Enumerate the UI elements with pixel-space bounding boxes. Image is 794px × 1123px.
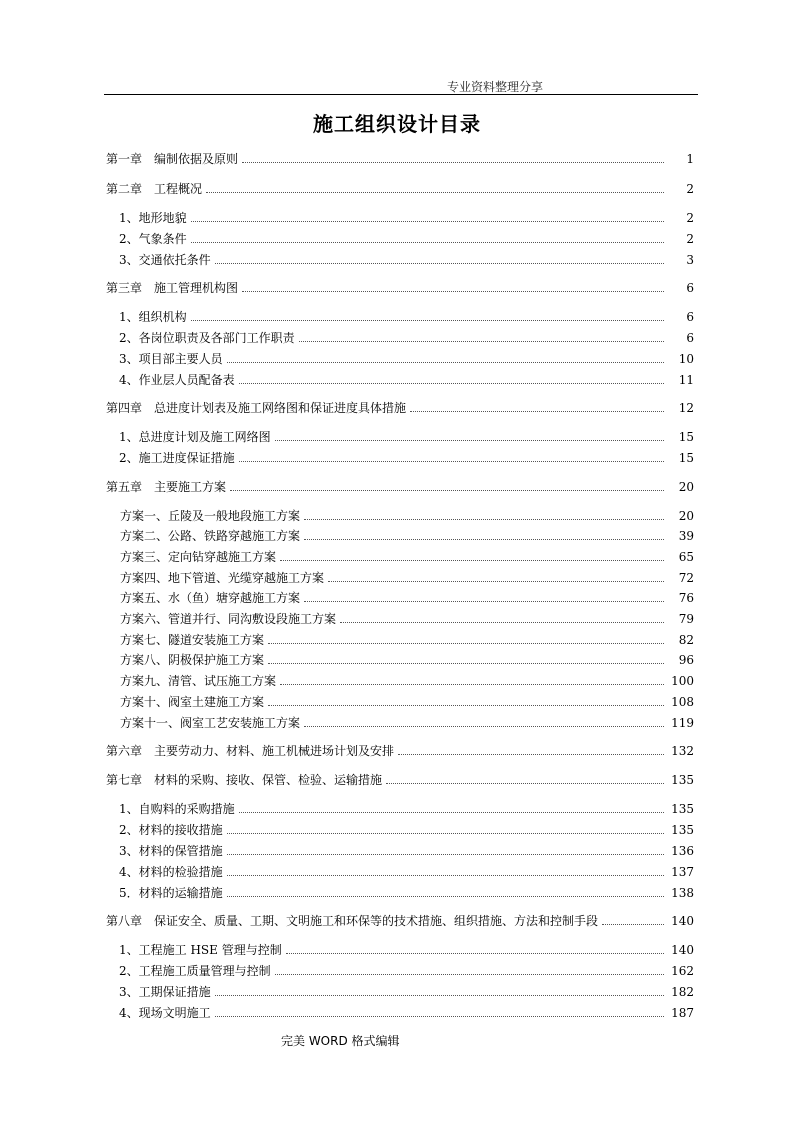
- toc-entry-label: 2、各岗位职责及各部门工作职责: [119, 331, 295, 345]
- toc-entry-sub[interactable]: [119, 329, 694, 345]
- toc-entry-page-number: 2: [686, 182, 694, 196]
- toc-leader-dots: [239, 812, 664, 813]
- toc-entry-chapter[interactable]: [106, 742, 694, 758]
- toc-entry-label: 第四章 总进度计划表及施工网络图和保证进度具体措施: [106, 401, 407, 415]
- toc-entry-page-number: 12: [678, 401, 694, 415]
- toc-leader-dots: [268, 643, 664, 644]
- toc-entry-page-number: 182: [671, 985, 694, 999]
- toc-entry-page-number: 6: [686, 281, 694, 295]
- toc-entry-page-number: 108: [671, 695, 694, 709]
- toc-entry-page-number: 135: [671, 773, 694, 787]
- toc-entry-page-number: 6: [686, 331, 694, 345]
- toc-entry-label: 1、总进度计划及施工网络图: [119, 430, 271, 444]
- toc-leader-dots: [191, 221, 664, 222]
- toc-entry-sub[interactable]: [119, 1004, 694, 1020]
- toc-entry-page-number: 136: [671, 844, 694, 858]
- toc-entry-label: 方案四、地下管道、光缆穿越施工方案: [120, 571, 325, 585]
- toc-leader-dots: [304, 519, 664, 520]
- toc-entry-scheme[interactable]: [120, 569, 694, 585]
- toc-entry-scheme[interactable]: [120, 527, 694, 543]
- toc-leader-dots: [215, 1016, 664, 1017]
- toc-leader-dots: [268, 705, 664, 706]
- toc-leader-dots: [206, 192, 664, 193]
- toc-entry-page-number: 79: [678, 612, 694, 626]
- toc-entry-page-number: 3: [686, 253, 694, 267]
- toc-entry-page-number: 140: [671, 943, 694, 957]
- toc-entry-scheme[interactable]: [120, 548, 694, 564]
- toc-leader-dots: [275, 974, 664, 975]
- toc-entry-sub[interactable]: [119, 230, 694, 246]
- toc-leader-dots: [340, 622, 664, 623]
- toc-entry-label: 1、地形地貌: [119, 211, 187, 225]
- toc-entry-label: 第三章 施工管理机构图: [106, 281, 239, 295]
- toc-entry-scheme[interactable]: [120, 693, 694, 709]
- toc-entry-sub[interactable]: [119, 842, 694, 858]
- toc-entry-page-number: 100: [671, 674, 694, 688]
- toc-entry-sub[interactable]: [119, 800, 694, 816]
- header-divider: [104, 94, 698, 95]
- toc-entry-page-number: 15: [678, 451, 694, 465]
- toc-entry-label: 第六章 主要劳动力、材料、施工机械进场计划及安排: [106, 744, 395, 758]
- toc-entry-label: 5．材料的运输措施: [119, 886, 223, 900]
- toc-leader-dots: [227, 896, 664, 897]
- toc-leader-dots: [227, 362, 664, 363]
- toc-leader-dots: [239, 383, 664, 384]
- toc-entry-sub[interactable]: [119, 863, 694, 879]
- toc-leader-dots: [386, 783, 664, 784]
- toc-entry-page-number: 82: [678, 633, 694, 647]
- toc-entry-label: 方案八、阴极保护施工方案: [120, 653, 265, 667]
- toc-entry-chapter[interactable]: [106, 150, 694, 166]
- toc-entry-scheme[interactable]: [120, 610, 694, 626]
- toc-entry-label: 方案二、公路、铁路穿越施工方案: [120, 529, 301, 543]
- toc-entry-page-number: 11: [678, 373, 694, 387]
- toc-leader-dots: [304, 726, 664, 727]
- toc-entry-chapter[interactable]: [106, 912, 694, 928]
- toc-entry-label: 3、材料的保管措施: [119, 844, 223, 858]
- toc-entry-page-number: 39: [678, 529, 694, 543]
- toc-leader-dots: [280, 684, 664, 685]
- toc-entry-page-number: 76: [678, 591, 694, 605]
- toc-entry-sub[interactable]: [119, 884, 694, 900]
- toc-entry-page-number: 2: [686, 211, 694, 225]
- toc-entry-label: 3、交通依托条件: [119, 253, 211, 267]
- toc-leader-dots: [299, 341, 664, 342]
- toc-entry-page-number: 119: [671, 716, 694, 730]
- toc-entry-label: 第五章 主要施工方案: [106, 480, 227, 494]
- toc-entry-page-number: 137: [671, 865, 694, 879]
- toc-entry-page-number: 187: [671, 1006, 694, 1020]
- toc-entry-label: 4、材料的检验措施: [119, 865, 223, 879]
- toc-leader-dots: [215, 995, 664, 996]
- toc-entry-label: 方案七、隧道安装施工方案: [120, 633, 265, 647]
- toc-entry-label: 第七章 材料的采购、接收、保管、检验、运输措施: [106, 773, 383, 787]
- toc-entry-scheme[interactable]: [120, 651, 694, 667]
- toc-leader-dots: [268, 663, 664, 664]
- toc-entry-label: 方案六、管道并行、同沟敷设段施工方案: [120, 612, 337, 626]
- toc-entry-scheme[interactable]: [120, 672, 694, 688]
- toc-entry-label: 2、气象条件: [119, 232, 187, 246]
- toc-entry-scheme[interactable]: [120, 507, 694, 523]
- toc-leader-dots: [286, 953, 664, 954]
- toc-entry-sub[interactable]: [119, 449, 694, 465]
- toc-entry-chapter[interactable]: [106, 279, 694, 295]
- toc-entry-page-number: 135: [671, 802, 694, 816]
- toc-leader-dots: [304, 601, 664, 602]
- toc-entry-label: 3、工期保证措施: [119, 985, 211, 999]
- toc-entry-sub[interactable]: [119, 209, 694, 225]
- toc-entry-chapter[interactable]: [106, 399, 694, 415]
- toc-leader-dots: [227, 833, 664, 834]
- toc-entry-page-number: 10: [678, 352, 694, 366]
- toc-leader-dots: [239, 461, 664, 462]
- toc-entry-chapter[interactable]: [106, 180, 694, 196]
- toc-leader-dots: [304, 539, 664, 540]
- toc-entry-page-number: 6: [686, 310, 694, 324]
- toc-entry-page-number: 2: [686, 232, 694, 246]
- toc-leader-dots: [215, 263, 664, 264]
- toc-leader-dots: [398, 754, 664, 755]
- toc-entry-sub[interactable]: [119, 962, 694, 978]
- toc-entry-page-number: 20: [678, 509, 694, 523]
- toc-entry-label: 方案十、阀室土建施工方案: [120, 695, 265, 709]
- toc-entry-label: 4、作业层人员配备表: [119, 373, 235, 387]
- toc-entry-sub[interactable]: [119, 983, 694, 999]
- toc-leader-dots: [227, 854, 664, 855]
- toc-entry-page-number: 138: [671, 886, 694, 900]
- toc-entry-label: 方案三、定向钻穿越施工方案: [120, 550, 277, 564]
- toc-entry-label: 2、材料的接收措施: [119, 823, 223, 837]
- toc-entry-sub[interactable]: [119, 821, 694, 837]
- toc-entry-sub[interactable]: [119, 350, 694, 366]
- toc-entry-page-number: 140: [671, 914, 694, 928]
- toc-entry-chapter[interactable]: [106, 771, 694, 787]
- toc-entry-scheme[interactable]: [120, 714, 694, 730]
- toc-entry-label: 2、工程施工质量管理与控制: [119, 964, 271, 978]
- toc-leader-dots: [280, 560, 664, 561]
- footer-text: 完美 WORD 格式编辑: [281, 1034, 400, 1048]
- toc-entry-sub[interactable]: [119, 428, 694, 444]
- toc-entry-page-number: 15: [678, 430, 694, 444]
- toc-entry-label: 第一章 编制依据及原则: [106, 152, 239, 166]
- toc-entry-sub[interactable]: [119, 308, 694, 324]
- toc-leader-dots: [602, 924, 664, 925]
- toc-entry-label: 2、施工进度保证措施: [119, 451, 235, 465]
- toc-entry-page-number: 96: [678, 653, 694, 667]
- toc-entry-scheme[interactable]: [120, 631, 694, 647]
- toc-leader-dots: [191, 242, 664, 243]
- toc-entry-page-number: 162: [671, 964, 694, 978]
- toc-entry-label: 3、项目部主要人员: [119, 352, 223, 366]
- toc-entry-label: 1、工程施工 HSE 管理与控制: [119, 943, 282, 957]
- toc-entry-label: 第八章 保证安全、质量、工期、文明施工和环保等的技术措施、组织措施、方法和控制手段: [106, 914, 599, 928]
- toc-entry-chapter[interactable]: [106, 478, 694, 494]
- toc-entry-label: 第二章 工程概况: [106, 182, 203, 196]
- toc-entry-page-number: 65: [678, 550, 694, 564]
- toc-leader-dots: [242, 291, 664, 292]
- toc-leader-dots: [230, 490, 664, 491]
- toc-entry-label: 方案十一、阀室工艺安装施工方案: [120, 716, 301, 730]
- toc-leader-dots: [227, 875, 664, 876]
- toc-leader-dots: [410, 411, 664, 412]
- toc-entry-label: 4、现场文明施工: [119, 1006, 211, 1020]
- toc-entry-label: 方案一、丘陵及一般地段施工方案: [120, 509, 301, 523]
- toc-leader-dots: [328, 581, 664, 582]
- toc-entry-page-number: 20: [678, 480, 694, 494]
- document-title: 施工组织设计目录: [313, 112, 481, 136]
- toc-entry-page-number: 132: [671, 744, 694, 758]
- toc-entry-sub[interactable]: [119, 251, 694, 267]
- toc-entry-label: 方案九、清管、试压施工方案: [120, 674, 277, 688]
- toc-entry-label: 1、自购料的采购措施: [119, 802, 235, 816]
- toc-entry-page-number: 135: [671, 823, 694, 837]
- toc-leader-dots: [191, 320, 664, 321]
- toc-entry-scheme[interactable]: [120, 589, 694, 605]
- toc-entry-sub[interactable]: [119, 371, 694, 387]
- toc-leader-dots: [275, 440, 664, 441]
- toc-entry-label: 1、组织机构: [119, 310, 187, 324]
- toc-entry-page-number: 72: [678, 571, 694, 585]
- header-text: 专业资料整理分享: [447, 80, 544, 94]
- toc-entry-label: 方案五、水（鱼）塘穿越施工方案: [120, 591, 301, 605]
- toc-entry-sub[interactable]: [119, 941, 694, 957]
- toc-leader-dots: [242, 162, 664, 163]
- toc-entry-page-number: 1: [686, 152, 694, 166]
